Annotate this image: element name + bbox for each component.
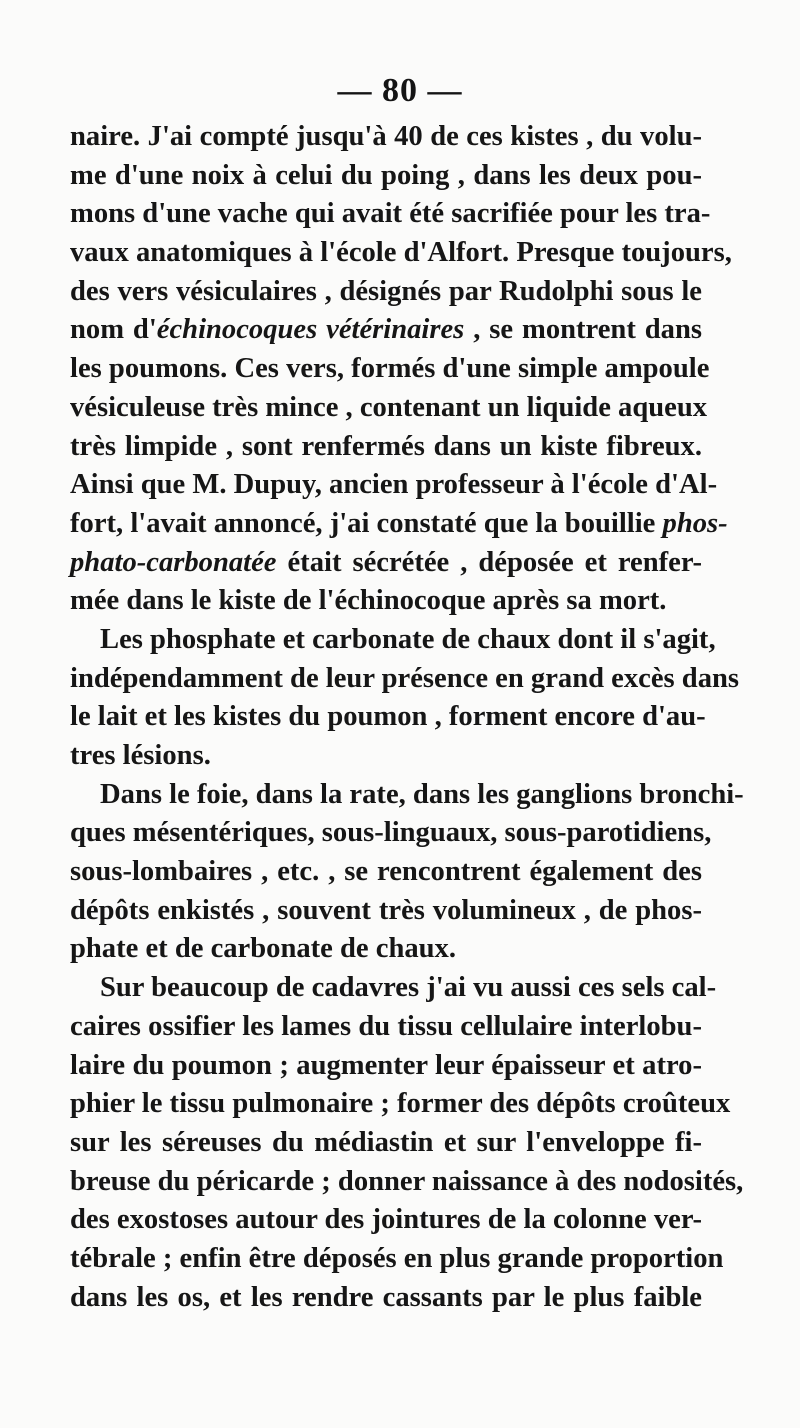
- text-line: breuse du péricarde ; donner naissance à des nodosités,: [70, 1165, 744, 1197]
- text-line: sous-lombaires , etc. , se rencontrent également des: [70, 856, 702, 888]
- text-run: nom d': [70, 314, 157, 346]
- text-line: [70, 505, 728, 544]
- text-line: [70, 311, 702, 350]
- text-line: le lait et les kistes du poumon , forment encore d'au-: [70, 701, 706, 733]
- text-line: laire du poumon ; augmenter leur épaisseur et atro-: [70, 1049, 702, 1081]
- text-line: les poumons. Ces vers, formés d'une simple ampoule: [70, 353, 710, 385]
- text-line: me d'une noix à celui du poing , dans les deux pou-: [70, 159, 702, 191]
- italic-term: échinocoques vétérinaires: [156, 314, 465, 346]
- text-line: naire. J'ai compté jusqu'à 40 de ces kistes , du volu-: [70, 121, 702, 152]
- text-line: ques mésentériques, sous-linguaux, sous-parotidiens,: [70, 817, 712, 849]
- text-line: vésiculeuse très mince , contenant un liquide aqueux: [70, 391, 708, 423]
- text-line: vaux anatomiques à l'école d'Alfort. Presque toujours,: [70, 237, 732, 269]
- text-line: tres lésions.: [70, 740, 211, 771]
- text-line: mons d'une vache qui avait été sacrifiée pour les tra-: [70, 198, 711, 230]
- text-line: phier le tissu pulmonaire ; former des dépôts croûteux: [70, 1088, 731, 1120]
- text-line: Ainsi que M. Dupuy, ancien professeur à l'école d'Al-: [70, 469, 718, 501]
- text-line: mée dans le kiste de l'échinocoque après sa mort.: [70, 585, 667, 617]
- italic-term: phato-carbonatée: [70, 546, 277, 578]
- text-line: Les phosphate et carbonate de chaux dont il s'agit,: [100, 623, 716, 655]
- text-line: caires ossifier les lames du tissu cellulaire interlobu-: [70, 1010, 702, 1042]
- text-line: Sur beaucoup de cadavres j'ai vu aussi ces sels cal-: [100, 972, 717, 1004]
- text-line: indépendamment de leur présence en grand excès dans: [70, 662, 740, 694]
- text-run: , se montrent dans: [464, 314, 702, 346]
- text-line: [70, 544, 702, 583]
- text-line: sur les séreuses du médiastin et sur l'enveloppe fi-: [70, 1126, 702, 1158]
- text-line: tébrale ; enfin être déposés en plus grande proportion: [70, 1242, 724, 1274]
- text-line: très limpide , sont renfermés dans un kiste fibreux.: [70, 430, 702, 462]
- text-run: était sécrétée , déposée et renfer-: [276, 546, 702, 578]
- text-line: phate et de carbonate de chaux.: [70, 933, 456, 965]
- text-run: fort, l'avait annoncé, j'ai constaté que la bouillie: [70, 507, 663, 539]
- text-line: dépôts enkistés , souvent très volumineux , de phos-: [70, 894, 702, 926]
- italic-term: phos-: [662, 507, 728, 539]
- page-number: — 80 —: [337, 72, 463, 109]
- text-line: dans les os, et les rendre cassants par le plus faible: [70, 1281, 702, 1313]
- text-line: Dans le foie, dans la rate, dans les ganglions bronchi-: [100, 778, 744, 810]
- text-line: des exostoses autour des jointures de la colonne ver-: [70, 1204, 702, 1236]
- body-text: [70, 118, 744, 1317]
- text-line: des vers vésiculaires , désignés par Rudolphi sous le: [70, 275, 702, 307]
